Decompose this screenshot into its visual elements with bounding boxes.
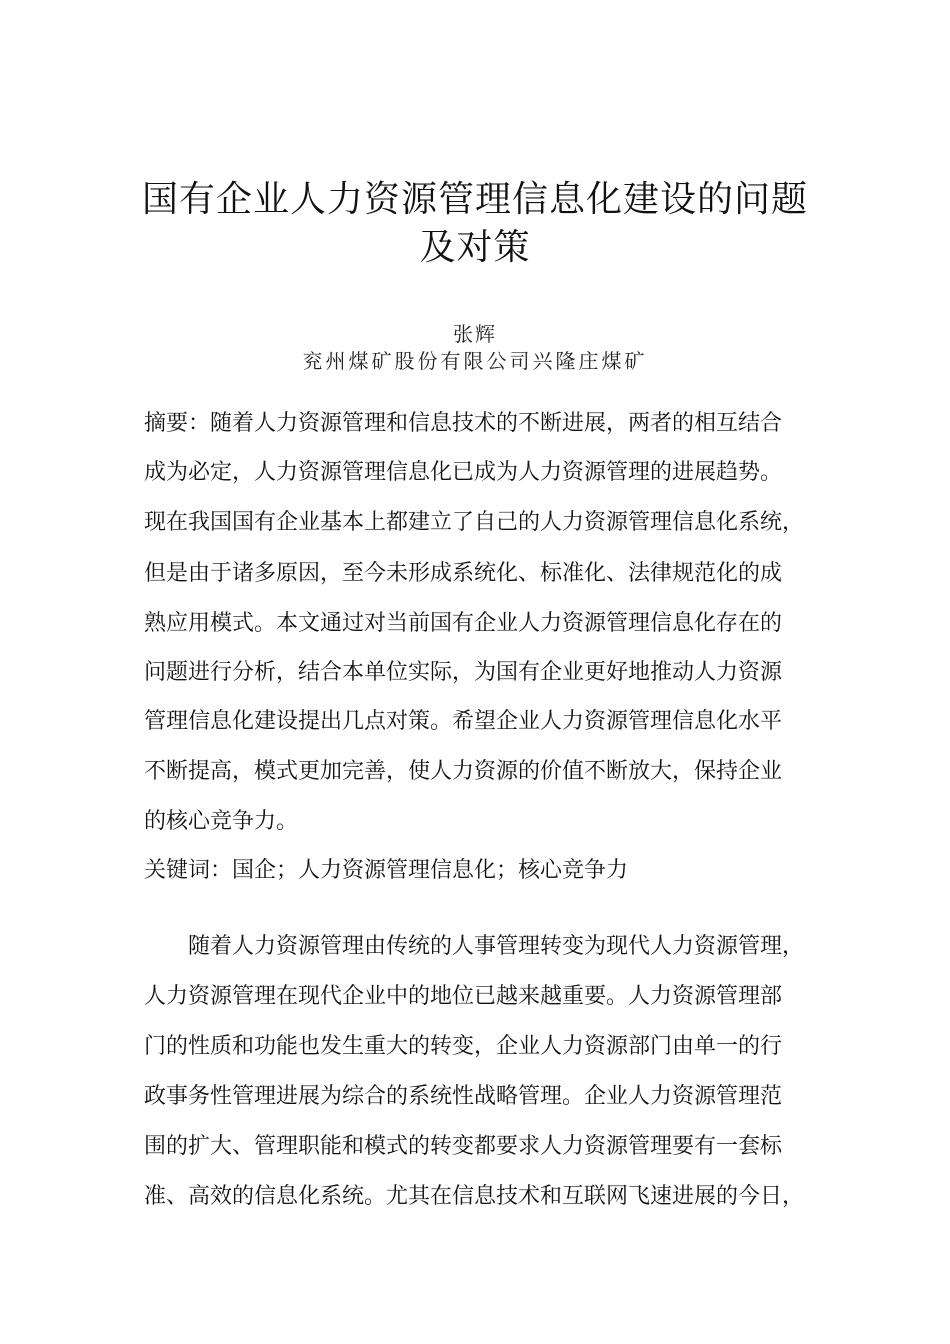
abstract-line: 熟应用模式。本文通过对当前国有企业人力资源管理信息化存在的	[144, 611, 783, 636]
title-line-1: 国有企业人力资源管理信息化建设的问题	[141, 179, 808, 220]
body-line: 随着人力资源管理由传统的人事管理转变为现代人力资源管理，	[144, 934, 805, 959]
abstract-line: 管理信息化建设提出几点对策。希望企业人力资源管理信息化水平	[144, 709, 783, 734]
abstract-line: 不断提高，模式更加完善，使人力资源的价值不断放大，保持企业	[144, 759, 783, 784]
document-title	[130, 176, 820, 272]
keywords-line: 关键词：国企；人力资源管理信息化；核心竞争力	[144, 858, 629, 883]
abstract-line: 但是由于诸多原因，至今未形成系统化、标准化、法律规范化的成	[144, 561, 783, 586]
body-line: 准、高效的信息化系统。尤其在信息技术和互联网飞速进展的今日，	[144, 1184, 805, 1209]
body-line: 政事务性管理进展为综合的系统性战略管理。企业人力资源管理范	[144, 1084, 783, 1109]
abstract-line: 问题进行分析，结合本单位实际，为国有企业更好地推动人力资源	[144, 660, 783, 685]
body-line: 门的性质和功能也发生重大的转变，企业人力资源部门由单一的行	[144, 1034, 783, 1059]
body-line: 围的扩大、管理职能和模式的转变都要求人力资源管理要有一套标	[144, 1134, 783, 1159]
abstract-line: 成为必定，人力资源管理信息化已成为人力资源管理的进展趋势。	[144, 460, 783, 485]
author-affiliation: 兖州煤矿股份有限公司兴隆庄煤矿	[302, 349, 648, 373]
abstract-line: 现在我国国有企业基本上都建立了自己的人力资源管理信息化系统，	[144, 510, 805, 535]
title-line-2: 及对策	[419, 227, 531, 268]
abstract-line: 的核心竞争力。	[144, 809, 299, 834]
author-name: 张辉	[453, 322, 497, 346]
abstract-line: 摘要：随着人力资源管理和信息技术的不断进展，两者的相互结合	[144, 411, 783, 436]
body-line: 人力资源管理在现代企业中的地位已越来越重要。人力资源管理部	[144, 984, 783, 1009]
